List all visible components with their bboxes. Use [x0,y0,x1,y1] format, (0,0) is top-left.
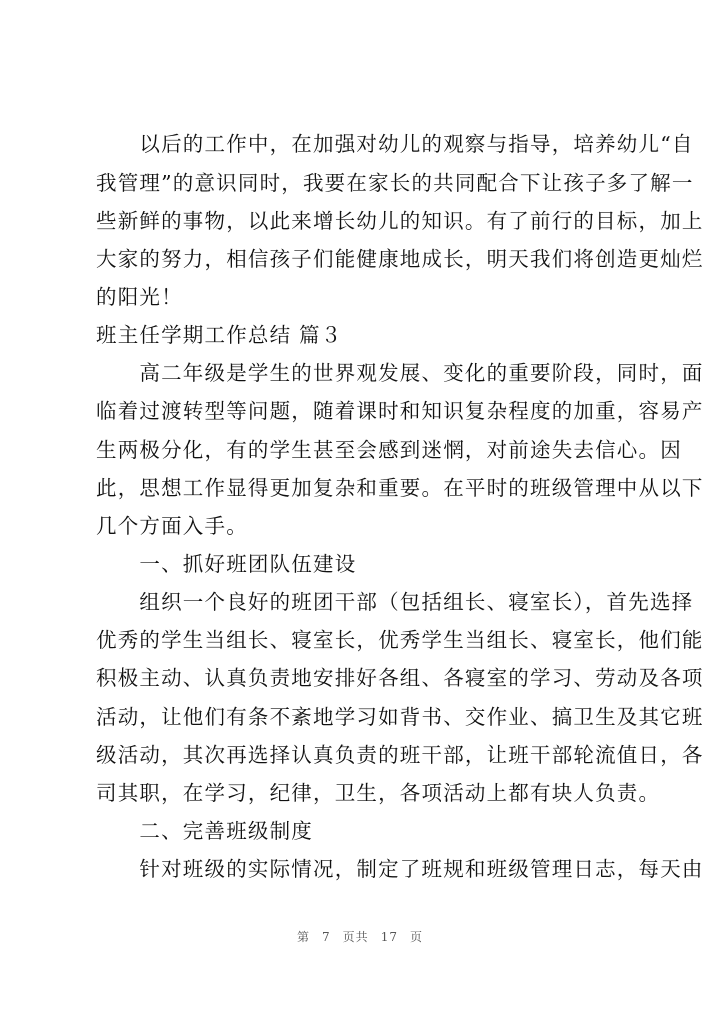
subheading: 一、抓好班团队伍建设 [96,552,357,576]
text-line: 我管理”的意识同时，我要在家长的共同配合下让孩子多了解一 [96,171,694,195]
text-line: 高二年级是学生的世界观发展、变化的重要阶段，同时，面 [96,361,704,385]
text-line: 大家的努力，相信孩子们能健康地成长，明天我们将创造更灿烂 [96,247,704,271]
section-heading: 班主任学期工作总结 篇３ [96,323,343,347]
text-line: 些新鲜的事物，以此来增长幼儿的知识。有了前行的目标，加上 [96,209,704,233]
text-line: 活动，让他们有条不紊地学习如背书、交作业、搞卫生及其它班 [96,705,704,729]
text-line: 司其职，在学习，纪律，卫生，各项活动上都有块人负责。 [96,781,661,805]
text-line: 组织一个良好的班团干部（包括组长、寝室长），首先选择 [96,590,694,614]
footer-suffix: 页 [409,930,423,944]
footer-prefix: 第 [297,930,311,944]
text-line: 几个方面入手。 [96,514,248,538]
subheading: 二、完善班级制度 [96,819,313,843]
page-footer [0,928,720,945]
text-line: 生两极分化，有的学生甚至会感到迷惘，对前途失去信心。因 [96,438,682,462]
footer-current-page: 7 [322,930,331,944]
text-line: 以后的工作中，在加强对幼儿的观察与指导，培养幼儿“自 [96,132,694,156]
text-line: 临着过渡转型等问题，随着课时和知识复杂程度的加重，容易产 [96,399,704,423]
text-line: 此，思想工作显得更加复杂和重要。在平时的班级管理中从以下 [96,476,704,500]
text-line: 积极主动、认真负责地安排好各组、各寝室的学习、劳动及各项 [96,666,704,690]
footer-middle: 页共 [342,930,369,944]
text-line: 针对班级的实际情况，制定了班规和班级管理日志，每天由 [96,857,704,881]
text-line: 优秀的学生当组长、寝室长，优秀学生当组长、寝室长，他们能 [96,628,704,652]
text-line: 的阳光！ [96,285,183,309]
text-line: 级活动，其次再选择认真负责的班干部，让班干部轮流值日，各 [96,743,704,767]
footer-total-pages: 17 [380,930,398,944]
